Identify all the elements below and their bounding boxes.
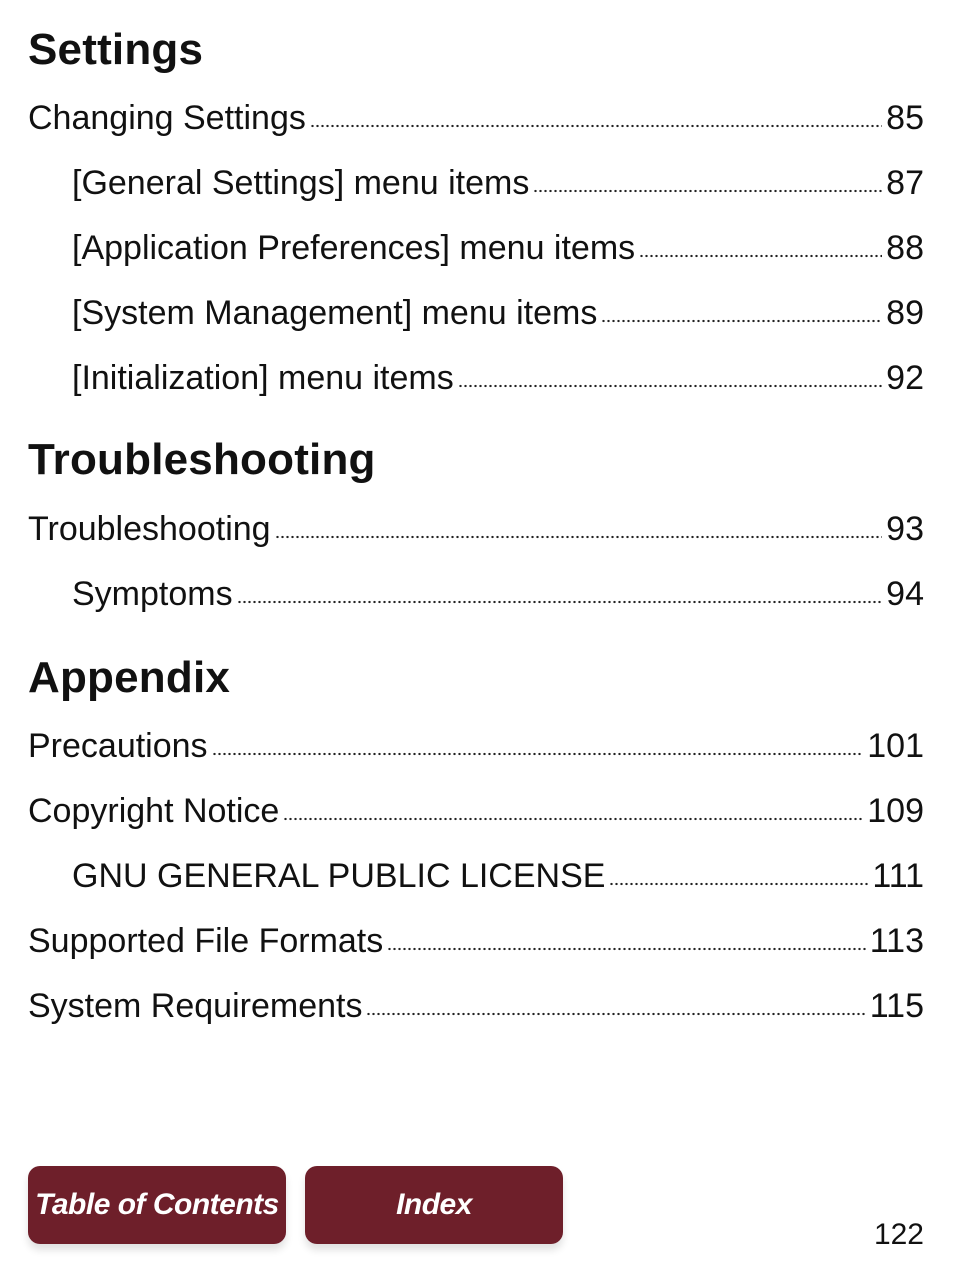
toc-entry-system-requirements[interactable] (28, 989, 924, 1023)
dot-leader (387, 947, 866, 951)
dot-leader (458, 384, 882, 388)
toc-entry-title: [System Management] menu items (72, 294, 598, 332)
dot-leader (283, 817, 863, 821)
toc-entry-page: 111 (872, 857, 924, 895)
dot-leader (237, 600, 883, 604)
dot-leader (275, 535, 883, 539)
dot-leader (639, 254, 882, 258)
toc-entry-title: [Initialization] menu items (72, 359, 454, 397)
dot-leader (609, 882, 868, 886)
toc-entry-page: 115 (869, 987, 924, 1025)
toc-entry-gnu-gpl[interactable] (72, 859, 924, 893)
toc-entry-title: Changing Settings (28, 99, 306, 137)
toc-entry-title: [Application Preferences] menu items (72, 229, 636, 267)
section-heading-settings: Settings (28, 25, 204, 74)
toc-entry-title: Copyright Notice (28, 792, 280, 830)
toc-entry-page: 93 (886, 510, 924, 548)
toc-entry-page: 89 (886, 294, 924, 332)
toc-entry-page: 85 (886, 99, 924, 137)
section-heading-troubleshooting: Troubleshooting (28, 435, 376, 484)
toc-entry-title: Precautions (28, 727, 208, 765)
toc-entry-precautions[interactable] (28, 729, 924, 763)
toc-entry-troubleshooting[interactable] (28, 512, 924, 546)
toc-entry-page: 92 (886, 359, 924, 397)
toc-entry-page: 94 (886, 575, 924, 613)
dot-leader (533, 189, 882, 193)
toc-entry-title: Troubleshooting (28, 510, 271, 548)
page-number: 122 (873, 1218, 924, 1251)
toc-entry-page: 113 (869, 922, 924, 960)
dot-leader (310, 124, 882, 128)
toc-entry-title: [General Settings] menu items (72, 164, 530, 202)
index-button[interactable]: Index (305, 1166, 563, 1244)
toc-entry-page: 109 (867, 792, 924, 830)
section-heading-appendix: Appendix (28, 653, 231, 702)
toc-entry-title: System Requirements (28, 987, 363, 1025)
toc-entry-application-preferences[interactable] (72, 231, 924, 265)
toc-entry-title: Symptoms (72, 575, 233, 613)
toc-entry-page: 88 (886, 229, 924, 267)
toc-entry-symptoms[interactable] (72, 577, 924, 611)
toc-entry-title: GNU GENERAL PUBLIC LICENSE (72, 857, 606, 895)
toc-entry-system-management[interactable] (72, 296, 924, 330)
toc-entry-general-settings[interactable] (72, 166, 924, 200)
toc-entry-changing-settings[interactable] (28, 101, 924, 135)
toc-entry-copyright-notice[interactable] (28, 794, 924, 828)
toc-entry-initialization[interactable] (72, 361, 924, 395)
toc-entry-page: 101 (867, 727, 924, 765)
dot-leader (601, 319, 882, 323)
dot-leader (212, 752, 864, 756)
dot-leader (366, 1012, 865, 1016)
toc-entry-supported-file-formats[interactable] (28, 924, 924, 958)
table-of-contents-button[interactable]: Table of Contents (28, 1166, 286, 1244)
toc-entry-page: 87 (886, 164, 924, 202)
toc-entry-title: Supported File Formats (28, 922, 384, 960)
